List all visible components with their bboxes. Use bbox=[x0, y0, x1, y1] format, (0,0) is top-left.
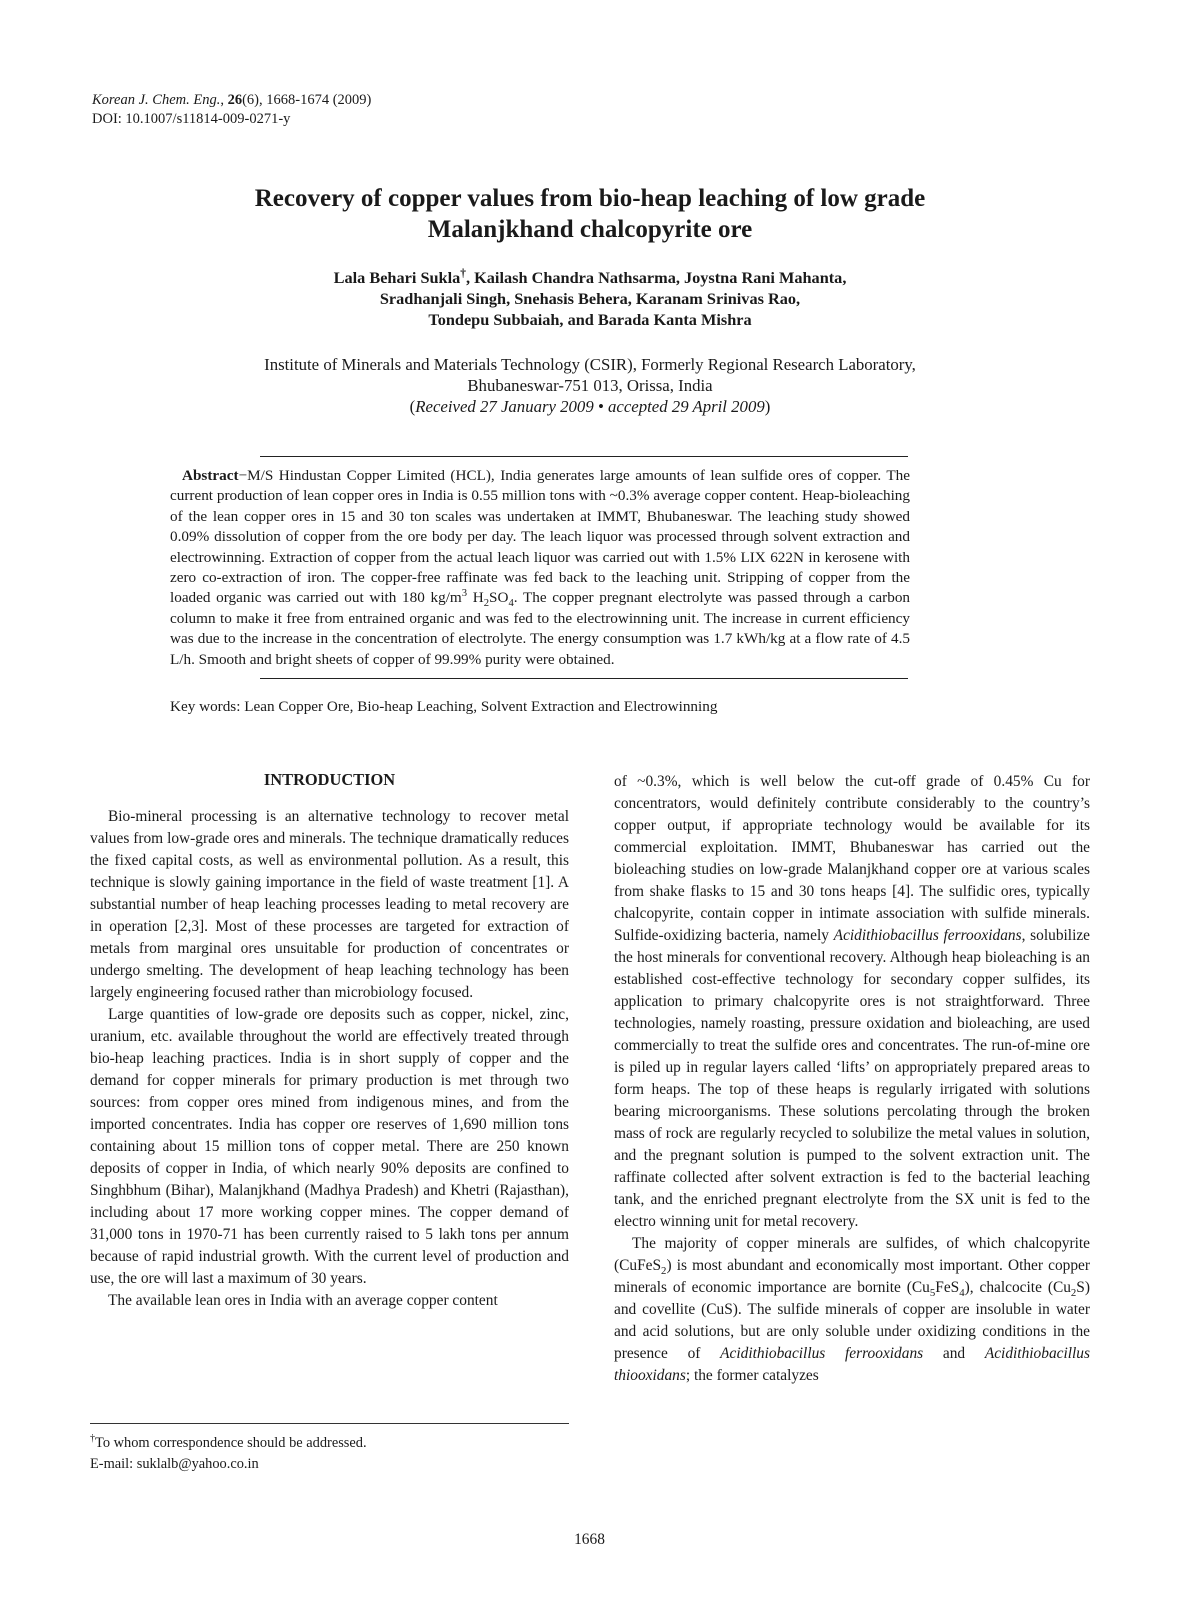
paragraph bbox=[614, 1233, 1090, 1387]
subscript: 2 bbox=[483, 598, 490, 610]
text-run: and bbox=[923, 1345, 985, 1362]
abstract-bottom-rule bbox=[260, 678, 908, 679]
abstract-dash: − bbox=[238, 467, 248, 484]
subscript: 2 bbox=[661, 1265, 667, 1278]
subscript: 2 bbox=[1070, 1287, 1077, 1300]
paper-title bbox=[120, 183, 1060, 245]
dagger-mark: † bbox=[90, 1433, 96, 1445]
footnote-email: E-mail: suklalb@yahoo.co.in bbox=[90, 1456, 259, 1472]
text-run: ) is most abundant and economically most important. Other copper minerals of economic importance are bornite (Cu bbox=[614, 1257, 1090, 1296]
dagger-mark: † bbox=[460, 267, 466, 280]
right-column bbox=[614, 771, 1090, 1387]
page-number: 1668 bbox=[574, 1531, 605, 1548]
paragraph: Large quantities of low-grade ore deposits such as copper, nickel, zinc, uranium, etc. available throughout the world are effectively treated through bio-heap leaching practices. India is in short supply of copper and the demand for copper minerals for primary production is met through two sources: from copper ores mined from indigenous mines, and from the imported concentrates. India has copper ore reserves of 1,690 million tons containing about 15 million tons of copper metal. There are 250 known deposits of copper in India, of which nearly 90% deposits are confined to Singhbhum (Bihar), Malanjkhand (Madhya Pradesh) and Khetri (Rajasthan), including about 17 more working copper mines. The copper demand of 31,000 tons in 1970-71 has been currently raised to 5 lakh tons per annum because of rapid industrial growth. With the current level of production and use, the ore will last a maximum of 30 years. bbox=[90, 1006, 569, 1287]
journal-name: Korean J. Chem. Eng. bbox=[92, 92, 221, 108]
text-run: FeS bbox=[935, 1279, 960, 1296]
abstract bbox=[170, 466, 910, 670]
footnote-rule bbox=[90, 1423, 569, 1424]
title-line-2: Malanjkhand chalcopyrite ore bbox=[427, 216, 753, 243]
doi: DOI: 10.1007/s11814-009-0271-y bbox=[92, 111, 291, 127]
abstract-text-so: SO bbox=[489, 589, 509, 607]
text-run: The majority of copper minerals are sulfides, of which chalcopyrite (CuFeS bbox=[614, 1235, 1090, 1274]
authors-line-1: , Kailash Chandra Nathsarma, Joystna Rani Mahanta, bbox=[465, 268, 847, 287]
left-column bbox=[90, 806, 569, 1312]
species-name: Acidithiobacillus ferrooxidans bbox=[833, 927, 1022, 944]
paragraph: Bio-mineral processing is an alternative technology to recover metal values from low-grade ores and minerals. The technique dramatically reduces the fixed capital costs, as well as environmental pollution. As a result, this technique is slowly gaining importance in the field of waste treatment [1]. A substantial number of heap leaching processes leading to metal recovery are in operation [2,3]. Most of these processes are targeted for extraction of metals from marginal ores unsuitable for production of concentrates or undergo smelting. The development of heap leaching technology has been largely engineering focused rather than microbiology focused. bbox=[90, 808, 569, 1001]
affiliation: Institute of Minerals and Materials Technology (CSIR), Formerly Regional Research Laboratory, Bhubaneswar-751 013, Orissa, India (Received 27 January 2009 • accepted 29 April 2009) bbox=[264, 355, 916, 416]
affiliation-line-1: Institute of Minerals and Materials Technology (CSIR), Formerly Regional Research Laboratory, bbox=[264, 355, 916, 374]
title-line-1: Recovery of copper values from bio-heap leaching of low grade bbox=[254, 185, 926, 212]
journal-issue-pages: (6), 1668-1674 (2009) bbox=[242, 92, 372, 108]
text-run: , solubilize the host minerals for conventional recovery. Although heap bioleaching is an established cost-effective technology for secondary copper sulfides, its application to primary chalcopyrite ores is not straightforward. Three technologies, namely roasting, pressure oxidation and bioleaching, are used commercially to treat the sulfide ores and concentrates. The run-of-mine ore is piled up in regular layers called ‘lifts’ on appropriately prepared areas to form heaps. The top of these heaps is regularly irrigated with solutions bearing microorganisms. These solutions percolating through the broken mass of rock are regularly recycled to solubilize the metal values in solution, and the pregnant solution is pumped to the solvent extraction unit. The raffinate collected after solvent extraction is fed to the bacterial leaching tank, and the enriched pregnant electrolyte from the SX unit is fed to the electro winning unit for metal recovery. bbox=[614, 927, 1091, 1230]
subscript: 5 bbox=[929, 1287, 936, 1300]
journal-volume: 26 bbox=[227, 92, 243, 108]
footnote bbox=[90, 1433, 569, 1475]
authors-line-2: Sradhanjali Singh, Snehasis Behera, Karanam Srinivas Rao, bbox=[379, 289, 801, 308]
paragraph: The available lean ores in India with an average copper content bbox=[108, 1292, 498, 1309]
author-list bbox=[120, 267, 1060, 330]
section-heading-introduction: INTRODUCTION bbox=[263, 770, 396, 789]
text-run: of ~0.3%, which is well below the cut-off grade of 0.45% Cu for concentrators, would definitely contribute considerably to the country’s copper output, if appropriate technology would be available for its commercial exploitation. IMMT, Bhubaneswar has carried out the bioleaching studies on low-grade Malanjkhand copper ore at various scales from shake flasks to 15 and 30 tons heaps [4]. The sulfidic ores, typically chalcopyrite, contain copper in intimate association with sulfide minerals. Sulfide-oxidizing bacteria, namely bbox=[614, 773, 1090, 944]
keywords: Key words: Lean Copper Ore, Bio-heap Leaching, Solvent Extraction and Electrowinning bbox=[170, 698, 718, 715]
footnote-correspondence: To whom correspondence should be addressed. bbox=[95, 1435, 367, 1451]
abstract-label: Abstract bbox=[182, 467, 239, 484]
subscript: 4 bbox=[959, 1287, 965, 1300]
species-name: Acidithiobacillus ferrooxidans bbox=[720, 1345, 924, 1362]
superscript: 3 bbox=[461, 588, 468, 600]
received-dates: Received 27 January 2009 • accepted 29 April 2009 bbox=[415, 397, 765, 416]
text-run: ), chalcocite (Cu bbox=[964, 1279, 1071, 1296]
abstract-top-rule bbox=[260, 456, 908, 457]
species-name: Acidithiobacillus thiooxidans bbox=[614, 1345, 1090, 1384]
text-run: ; the former catalyzes bbox=[685, 1367, 819, 1384]
abstract-text-h: H bbox=[467, 589, 484, 607]
abstract-text: M/S Hindustan Copper Limited (HCL), India generates large amounts of lean sulfide ores of copper. The current production of lean copper ores in India is 0.55 million tons with ~0.3% average copper content. Heap-bioleaching of the lean copper ores in 15 and 30 ton scales was undertaken at IMMT, Bhubaneswar. The leaching study showed 0.09% dissolution of copper from the ore body per day. The leach liquor was processed through solvent extraction and electrowinning. Extraction of copper from the actual leach liquor was carried out with 1.5% LIX 622N in kerosene with zero co-extraction of iron. The copper-free raffinate was fed back to the leaching unit. Stripping of copper from the loaded organic was carried out with 180 kg/m bbox=[170, 467, 910, 607]
subscript: 4 bbox=[508, 598, 514, 610]
abstract-text-rest: . The copper pregnant electrolyte was passed through a carbon column to make it free from entrained organic and was fed to the electrowinning unit. The increase in current efficiency was due to the increase in the concentration of electrolyte. The energy consumption was 1.7 kWh/kg at a flow rate of 4.5 L/h. Smooth and bright sheets of copper of 99.99% purity were obtained. bbox=[170, 589, 911, 668]
authors-line-3: Tondepu Subbaiah, and Barada Kanta Mishra bbox=[428, 310, 752, 329]
text-run: S) and covellite (CuS). The sulfide minerals of copper are insoluble in water and acid solutions, but are only soluble under oxidizing conditions in the presence of bbox=[614, 1279, 1090, 1362]
corresponding-author: Lala Behari Sukla bbox=[333, 268, 461, 287]
paragraph bbox=[614, 771, 1090, 1233]
affiliation-line-2: Bhubaneswar-751 013, Orissa, India bbox=[467, 376, 713, 395]
journal-citation: Korean J. Chem. Eng., 26(6), 1668-1674 (2009) DOI: 10.1007/s11814-009-0271-y bbox=[92, 92, 372, 127]
